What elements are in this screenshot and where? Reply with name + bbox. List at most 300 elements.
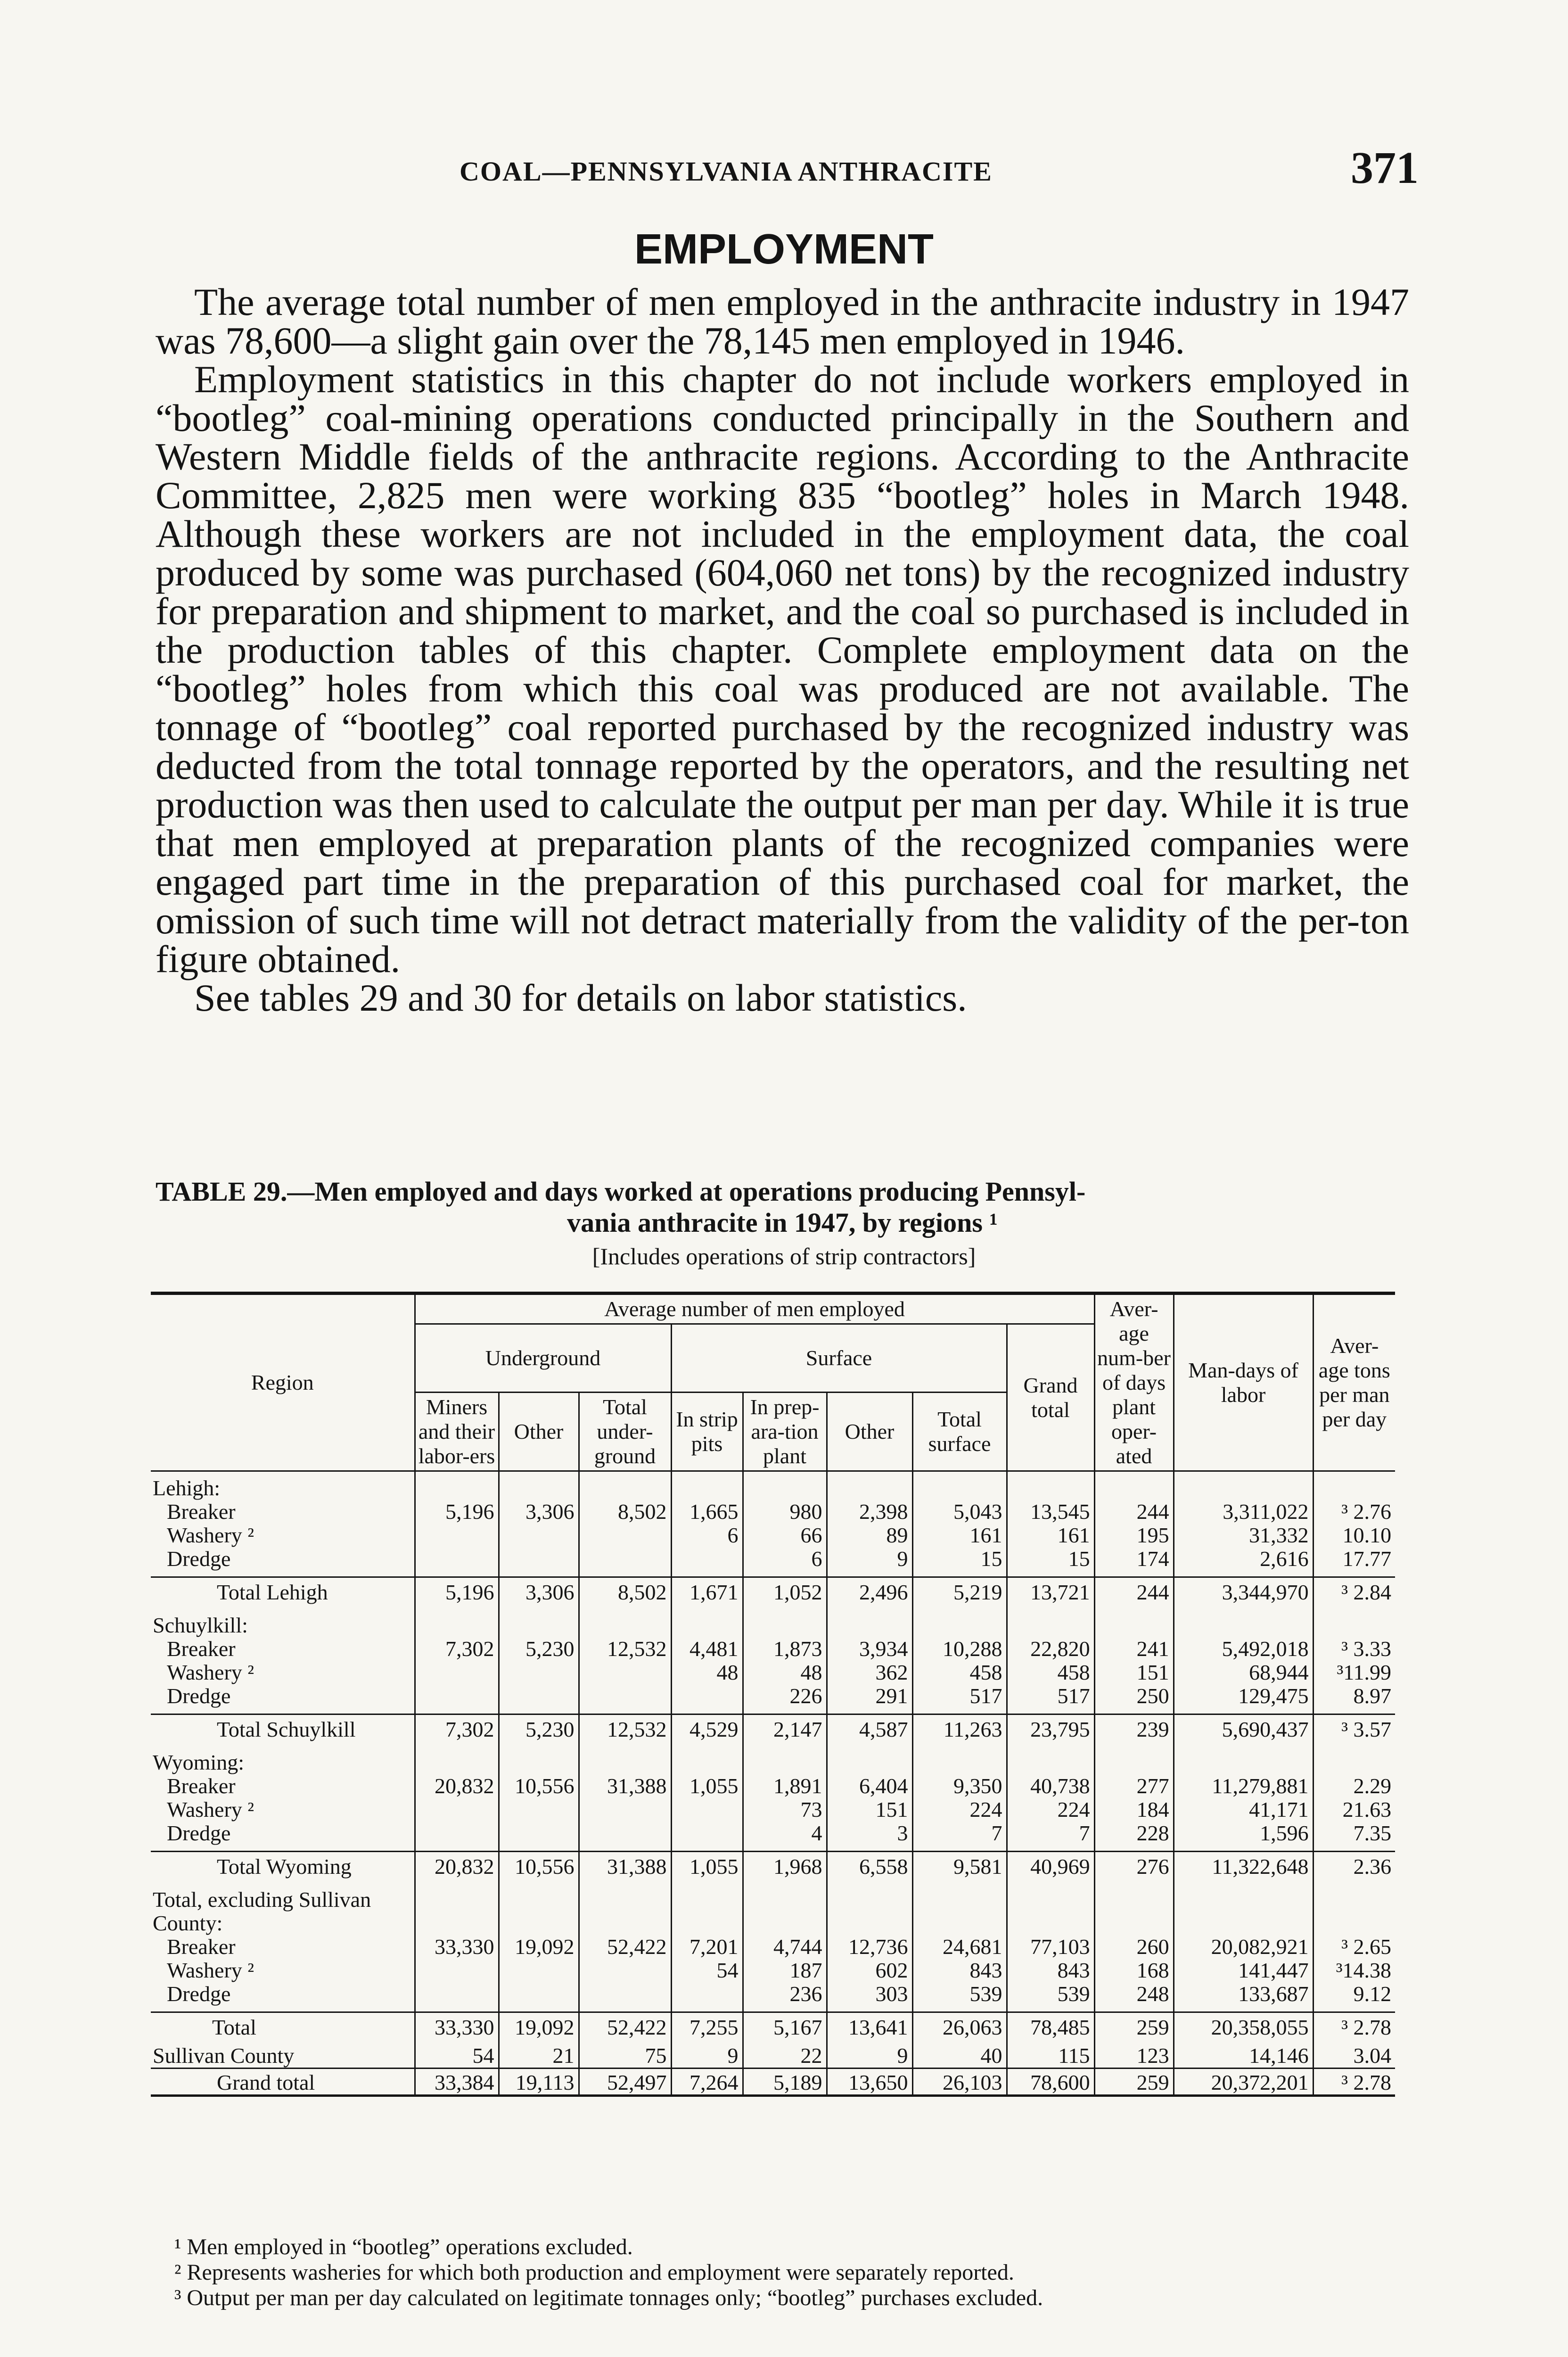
table-cell: 5,230 <box>499 1637 579 1661</box>
col-header-other-underground: Other <box>499 1393 579 1471</box>
table-cell: ³ 2.76 <box>1313 1500 1395 1524</box>
table-cell: 602 <box>827 1959 912 1982</box>
table-cell: 24,681 <box>912 1935 1007 1959</box>
table-cell: 75 <box>579 2044 671 2069</box>
table-cell: 40 <box>912 2044 1007 2069</box>
table-title-line2: vania anthracite in 1947, by regions ¹ <box>567 1207 998 1238</box>
table-cell: 6 <box>743 1547 827 1577</box>
col-header-total-surface: Total surface <box>912 1393 1007 1471</box>
table-cell: 5,189 <box>743 2069 827 2096</box>
footnote: ¹ Men employed in “bootleg” operations excluded. <box>174 2234 633 2259</box>
table-row <box>151 1852 1395 1884</box>
table-cell: 9.12 <box>1313 1982 1395 2012</box>
col-header-strip-pits: In strip pits <box>671 1393 743 1471</box>
table-row <box>151 1661 1395 1684</box>
table-cell: 78,600 <box>1007 2069 1094 2096</box>
table-row <box>151 1746 1395 1774</box>
table-row <box>151 1935 1395 1959</box>
table-cell: 1,968 <box>743 1852 827 1884</box>
data-table <box>151 1292 1395 2097</box>
table-cell: 129,475 <box>1174 1684 1313 1714</box>
table-cell: 4,481 <box>671 1637 743 1661</box>
table-cell: 26,063 <box>912 2012 1007 2044</box>
table-cell <box>1313 1471 1395 1500</box>
table-cell <box>499 1746 579 1774</box>
table-cell <box>499 1959 579 1982</box>
table-cell: 276 <box>1094 1852 1174 1884</box>
table-row <box>151 2069 1395 2096</box>
table-cell: 20,082,921 <box>1174 1935 1313 1959</box>
table-cell: 8,502 <box>579 1577 671 1609</box>
col-header-miners: Miners and their labor-ers <box>415 1393 499 1471</box>
paragraph: See tables 29 and 30 for details on labor statistics. <box>194 976 967 1019</box>
table-cell: 7,255 <box>671 2012 743 2044</box>
table-cell <box>827 1746 912 1774</box>
footnote: ³ Output per man per day calculated on legitimate tonnages only; “bootleg” purchases excluded. <box>174 2285 1043 2310</box>
table-cell: 5,196 <box>415 1500 499 1524</box>
col-header-total-underground: Total under-ground <box>579 1393 671 1471</box>
table-cell: 3 <box>827 1821 912 1852</box>
table-cell: 1,055 <box>671 1852 743 1884</box>
table-cell: 5,230 <box>499 1714 579 1747</box>
col-header-avg-men: Average number of men employed <box>415 1294 1094 1324</box>
table-cell: 9 <box>827 2044 912 2069</box>
table-cell: 54 <box>671 1959 743 1982</box>
table-cell: 40,969 <box>1007 1852 1094 1884</box>
table-cell <box>912 1883 1007 1935</box>
table-cell: 1,055 <box>671 1774 743 1798</box>
table-cell: 1,596 <box>1174 1821 1313 1852</box>
col-header-grand-total: Grand total <box>1007 1324 1094 1471</box>
table-cell <box>415 1959 499 1982</box>
table-cell <box>499 1547 579 1577</box>
row-label: Washery ² <box>167 1958 254 1982</box>
table-cell <box>579 1798 671 1821</box>
col-header-surface: Surface <box>671 1324 1007 1393</box>
body-text <box>156 280 1409 1019</box>
table-cell: 458 <box>1007 1661 1094 1684</box>
table-cell <box>671 1684 743 1714</box>
table-cell <box>579 1661 671 1684</box>
table-title-line1: TABLE 29.—Men employed and days worked at operations producing Pennsyl- <box>156 1176 1086 1207</box>
table-cell: 23,795 <box>1007 1714 1094 1747</box>
table-cell: 2,616 <box>1174 1547 1313 1577</box>
table-cell <box>499 1883 579 1935</box>
table-cell: 7 <box>912 1821 1007 1852</box>
table-row <box>151 1684 1395 1714</box>
table-cell <box>1313 1609 1395 1637</box>
table-row <box>151 1714 1395 1747</box>
table-cell <box>415 1661 499 1684</box>
table-cell: 3,344,970 <box>1174 1577 1313 1609</box>
table-cell: 843 <box>912 1959 1007 1982</box>
table-cell <box>1174 1746 1313 1774</box>
table-cell: 5,492,018 <box>1174 1637 1313 1661</box>
table-cell: 1,671 <box>671 1577 743 1609</box>
table-cell: 31,332 <box>1174 1524 1313 1547</box>
row-label: Breaker <box>167 1500 236 1524</box>
table-cell: 19,113 <box>499 2069 579 2096</box>
table-cell: 66 <box>743 1524 827 1547</box>
table-row <box>151 2012 1395 2044</box>
table-cell: 15 <box>1007 1547 1094 1577</box>
table-cell <box>415 1746 499 1774</box>
table-cell <box>1094 1471 1174 1500</box>
table-cell <box>671 1883 743 1935</box>
table-cell: 161 <box>912 1524 1007 1547</box>
table-cell: 362 <box>827 1661 912 1684</box>
table-cell <box>415 1798 499 1821</box>
table-cell: 7,302 <box>415 1714 499 1747</box>
table-cell: 22 <box>743 2044 827 2069</box>
row-label: Sullivan County <box>153 2044 295 2068</box>
table-cell: ³ 2.65 <box>1313 1935 1395 1959</box>
table-cell: 11,263 <box>912 1714 1007 1747</box>
table-cell: 517 <box>1007 1684 1094 1714</box>
table-row <box>151 1982 1395 2012</box>
table-cell: 33,330 <box>415 1935 499 1959</box>
table-cell: 13,650 <box>827 2069 912 2096</box>
table-cell <box>415 1547 499 1577</box>
table-cell <box>671 1821 743 1852</box>
table-cell: 3,306 <box>499 1577 579 1609</box>
table-cell: 17.77 <box>1313 1547 1395 1577</box>
table-cell <box>912 1609 1007 1637</box>
table-cell: 843 <box>1007 1959 1094 1982</box>
table-cell: 20,832 <box>415 1774 499 1798</box>
table-cell: 458 <box>912 1661 1007 1684</box>
table-cell: 224 <box>1007 1798 1094 1821</box>
table-cell: 2,147 <box>743 1714 827 1747</box>
paragraph: The average total number of men employed in the anthracite industry in 1947 was 78,600—a slight gain over the 78,145 men employed in 1946. <box>156 280 1409 362</box>
table-cell: 3.04 <box>1313 2044 1395 2069</box>
table-cell: 9,581 <box>912 1852 1007 1884</box>
table-cell: 9 <box>671 2044 743 2069</box>
table-cell: 2,398 <box>827 1500 912 1524</box>
table-row <box>151 1774 1395 1798</box>
row-label: Breaker <box>167 1637 236 1661</box>
table-cell: 21.63 <box>1313 1798 1395 1821</box>
table-cell <box>743 1609 827 1637</box>
table-cell <box>415 1684 499 1714</box>
table-cell: 10,556 <box>499 1852 579 1884</box>
table-cell: 78,485 <box>1007 2012 1094 2044</box>
table-cell: 9,350 <box>912 1774 1007 1798</box>
table-cell: 6,404 <box>827 1774 912 1798</box>
table-cell: 277 <box>1094 1774 1174 1798</box>
table-cell: 8,502 <box>579 1500 671 1524</box>
table-cell: 19,092 <box>499 1935 579 1959</box>
table-cell: 226 <box>743 1684 827 1714</box>
running-head: COAL—PENNSYLVANIA ANTHRACITE <box>460 156 993 187</box>
col-header-underground: Underground <box>415 1324 671 1393</box>
section-title: EMPLOYMENT <box>634 226 934 273</box>
table-cell <box>499 1982 579 2012</box>
table-cell: 77,103 <box>1007 1935 1094 1959</box>
table-cell <box>1094 1609 1174 1637</box>
table-row <box>151 1821 1395 1852</box>
table-cell: 40,738 <box>1007 1774 1094 1798</box>
table-cell: 13,545 <box>1007 1500 1094 1524</box>
table-cell: 10.10 <box>1313 1524 1395 1547</box>
table-cell <box>671 1982 743 2012</box>
table-cell: ³ 3.33 <box>1313 1637 1395 1661</box>
table-cell: 13,641 <box>827 2012 912 2044</box>
table-cell: 1,665 <box>671 1500 743 1524</box>
table-cell: 3,306 <box>499 1500 579 1524</box>
table-cell <box>1174 1609 1313 1637</box>
table-cell: 151 <box>827 1798 912 1821</box>
table-cell: 22,820 <box>1007 1637 1094 1661</box>
col-header-preparation-plant: In prep-ara-tion plant <box>743 1393 827 1471</box>
row-label: Dredge <box>167 1821 231 1845</box>
table-cell <box>1094 1746 1174 1774</box>
row-label: Total <box>151 2012 415 2044</box>
table-cell: 115 <box>1007 2044 1094 2069</box>
table-cell <box>499 1524 579 1547</box>
table-cell <box>1007 1471 1094 1500</box>
table-body <box>151 1471 1395 2096</box>
table-cell: 3,311,022 <box>1174 1500 1313 1524</box>
table-cell <box>579 1982 671 2012</box>
table-row <box>151 1524 1395 1547</box>
table-cell: 31,388 <box>579 1774 671 1798</box>
row-label: Dredge <box>167 1547 231 1571</box>
table-cell: 259 <box>1094 2012 1174 2044</box>
table-cell <box>671 1798 743 1821</box>
paragraph: Employment statistics in this chapter do not include workers employed in “bootleg” coal-mining operations conducted principally in the Southern and Western Middle fields of the anthracite regions. According to the Anthracite Committee, 2,825 men were working 835 “bootleg” holes in March 1948. Although these workers are not included in the employment data, the coal produced by some was purchased (604,060 net tons) by the recognized industry for preparation and shipment to market, and the coal so purchased is included in the production tables of this chapter. Complete employment data on the “bootleg” holes from which this coal was produced are not available. The tonnage of “bootleg” coal reported purchased by the recognized industry was deducted from the total tonnage reported by the operators, and the resulting net production was then used to calculate the output per man per day. While it is true that men employed at preparation plants of the recognized companies were engaged part time in the preparation of this purchased coal for market, the omission of such time will not detract materially from the validity of the per-ton figure obtained. <box>156 358 1409 981</box>
table-cell: 2.29 <box>1313 1774 1395 1798</box>
page-header <box>156 141 1419 198</box>
table-cell: ³14.38 <box>1313 1959 1395 1982</box>
table-cell: 20,372,201 <box>1174 2069 1313 2096</box>
table-cell <box>415 1471 499 1500</box>
table-cell: 7.35 <box>1313 1821 1395 1852</box>
table-cell: 7 <box>1007 1821 1094 1852</box>
table-cell: ³ 2.78 <box>1313 2069 1395 2096</box>
table-cell: 89 <box>827 1524 912 1547</box>
table-cell: 980 <box>743 1500 827 1524</box>
row-label: Total, excluding Sullivan County: <box>153 1887 371 1935</box>
table-title <box>156 1176 1409 1238</box>
table-cell <box>912 1746 1007 1774</box>
col-header-other-surface: Other <box>827 1393 912 1471</box>
table-cell <box>579 1547 671 1577</box>
table-cell: 244 <box>1094 1500 1174 1524</box>
table-cell: 7,302 <box>415 1637 499 1661</box>
table-cell <box>671 1471 743 1500</box>
table-cell: 250 <box>1094 1684 1174 1714</box>
page-number: 371 <box>1351 142 1419 193</box>
table-cell: 123 <box>1094 2044 1174 2069</box>
row-label: Total Wyoming <box>151 1852 415 1884</box>
table-cell: 19,092 <box>499 2012 579 2044</box>
table-cell <box>1313 1883 1395 1935</box>
table-cell <box>415 1821 499 1852</box>
table-cell: 291 <box>827 1684 912 1714</box>
table-row <box>151 1798 1395 1821</box>
table-cell <box>1007 1746 1094 1774</box>
table-cell <box>743 1746 827 1774</box>
row-label: Washery ² <box>167 1797 254 1821</box>
table-cell <box>499 1684 579 1714</box>
table-cell: ³ 3.57 <box>1313 1714 1395 1747</box>
table-cell: 517 <box>912 1684 1007 1714</box>
table-cell <box>579 1821 671 1852</box>
table-cell <box>579 1609 671 1637</box>
table-cell: 10,288 <box>912 1637 1007 1661</box>
table-cell: ³11.99 <box>1313 1661 1395 1684</box>
table-cell: 68,944 <box>1174 1661 1313 1684</box>
table-cell: 1,052 <box>743 1577 827 1609</box>
footnote: ² Represents washeries for which both production and employment were separately reported. <box>174 2260 1014 2285</box>
table-cell <box>415 1883 499 1935</box>
table-cell: 52,422 <box>579 1935 671 1959</box>
table-cell: 33,384 <box>415 2069 499 2096</box>
table-cell: 174 <box>1094 1547 1174 1577</box>
table-cell: 151 <box>1094 1661 1174 1684</box>
table-cell: 133,687 <box>1174 1982 1313 2012</box>
table-cell <box>579 1959 671 1982</box>
table-cell: 9 <box>827 1547 912 1577</box>
table-cell: 539 <box>1007 1982 1094 2012</box>
table-row <box>151 1500 1395 1524</box>
table-cell <box>415 1609 499 1637</box>
col-header-avg-days: Aver-age num-ber of days plant oper-ated <box>1094 1294 1174 1471</box>
table-cell: 31,388 <box>579 1852 671 1884</box>
table-cell: 2.36 <box>1313 1852 1395 1884</box>
table-cell: 12,736 <box>827 1935 912 1959</box>
table-cell <box>579 1883 671 1935</box>
col-header-avg-tons: Aver-age tons per man per day <box>1313 1294 1395 1471</box>
table-row <box>151 1883 1395 1935</box>
footnotes <box>174 2234 1400 2311</box>
table-cell <box>671 1746 743 1774</box>
table-head <box>151 1294 1395 1471</box>
table-row <box>151 2044 1395 2069</box>
row-label: Breaker <box>167 1774 236 1798</box>
table-cell: 224 <box>912 1798 1007 1821</box>
table-row <box>151 1547 1395 1577</box>
table-cell: 4 <box>743 1821 827 1852</box>
table-wrapper <box>151 1292 1395 2097</box>
table-cell: 259 <box>1094 2069 1174 2096</box>
table-cell: 33,330 <box>415 2012 499 2044</box>
table-cell: 539 <box>912 1982 1007 2012</box>
table-cell <box>579 1684 671 1714</box>
table-cell <box>499 1798 579 1821</box>
table-cell: 26,103 <box>912 2069 1007 2096</box>
table-row <box>151 1577 1395 1609</box>
table-cell <box>1007 1609 1094 1637</box>
table-cell: 241 <box>1094 1637 1174 1661</box>
table-cell <box>499 1609 579 1637</box>
table-cell: 187 <box>743 1959 827 1982</box>
table-cell: 236 <box>743 1982 827 2012</box>
table-cell <box>671 1547 743 1577</box>
table-cell: 11,322,648 <box>1174 1852 1313 1884</box>
table-cell <box>579 1746 671 1774</box>
table-cell <box>1174 1883 1313 1935</box>
table-cell: 5,167 <box>743 2012 827 2044</box>
table-cell: 41,171 <box>1174 1798 1313 1821</box>
table-cell: 52,497 <box>579 2069 671 2096</box>
row-label: Total Schuylkill <box>151 1714 415 1747</box>
table-cell <box>827 1471 912 1500</box>
table-cell <box>671 1609 743 1637</box>
table-cell: 303 <box>827 1982 912 2012</box>
table-cell: 4,587 <box>827 1714 912 1747</box>
table-cell <box>912 1471 1007 1500</box>
row-label: Breaker <box>167 1935 236 1959</box>
table-cell <box>1094 1883 1174 1935</box>
row-label: Washery ² <box>167 1660 254 1684</box>
table-cell: 21 <box>499 2044 579 2069</box>
table-cell <box>579 1471 671 1500</box>
table-cell: 20,358,055 <box>1174 2012 1313 2044</box>
table-cell: 11,279,881 <box>1174 1774 1313 1798</box>
table-cell: 260 <box>1094 1935 1174 1959</box>
table-row <box>151 1471 1395 1500</box>
table-cell: 184 <box>1094 1798 1174 1821</box>
col-header-region: Region <box>151 1294 415 1471</box>
table-cell: ³ 2.84 <box>1313 1577 1395 1609</box>
table-cell: 141,447 <box>1174 1959 1313 1982</box>
table-cell: 13,721 <box>1007 1577 1094 1609</box>
table-cell: 3,934 <box>827 1637 912 1661</box>
table-cell <box>743 1471 827 1500</box>
row-label: Grand total <box>151 2069 415 2096</box>
table-cell: 4,529 <box>671 1714 743 1747</box>
table-cell: 52,422 <box>579 2012 671 2044</box>
table-cell: 1,891 <box>743 1774 827 1798</box>
table-cell: 14,146 <box>1174 2044 1313 2069</box>
table-cell: 168 <box>1094 1959 1174 1982</box>
table-cell: 6 <box>671 1524 743 1547</box>
table-cell: 48 <box>671 1661 743 1684</box>
table-cell: 12,532 <box>579 1637 671 1661</box>
table-cell <box>415 1982 499 2012</box>
table-cell <box>499 1471 579 1500</box>
table-row <box>151 1609 1395 1637</box>
table-cell: 20,832 <box>415 1852 499 1884</box>
table-cell: 7,264 <box>671 2069 743 2096</box>
table-cell <box>743 1883 827 1935</box>
table-cell: 2,496 <box>827 1577 912 1609</box>
table-cell: ³ 2.78 <box>1313 2012 1395 2044</box>
table-cell <box>499 1661 579 1684</box>
table-cell: 5,043 <box>912 1500 1007 1524</box>
row-label: Dredge <box>167 1684 231 1708</box>
row-label: Total Lehigh <box>151 1577 415 1609</box>
table-cell <box>579 1524 671 1547</box>
table-cell: 73 <box>743 1798 827 1821</box>
table-cell: 48 <box>743 1661 827 1684</box>
table-cell: 1,873 <box>743 1637 827 1661</box>
table-cell: 248 <box>1094 1982 1174 2012</box>
table-cell: 12,532 <box>579 1714 671 1747</box>
table-cell: 7,201 <box>671 1935 743 1959</box>
table-cell <box>1174 1471 1313 1500</box>
table-cell <box>499 1821 579 1852</box>
row-label: Washery ² <box>167 1523 254 1547</box>
table-cell: 161 <box>1007 1524 1094 1547</box>
table-cell: 228 <box>1094 1821 1174 1852</box>
table-note: [Includes operations of strip contractors] <box>592 1243 976 1269</box>
table-cell: 195 <box>1094 1524 1174 1547</box>
table-cell: 5,690,437 <box>1174 1714 1313 1747</box>
row-label: Schuylkill: <box>153 1613 248 1637</box>
